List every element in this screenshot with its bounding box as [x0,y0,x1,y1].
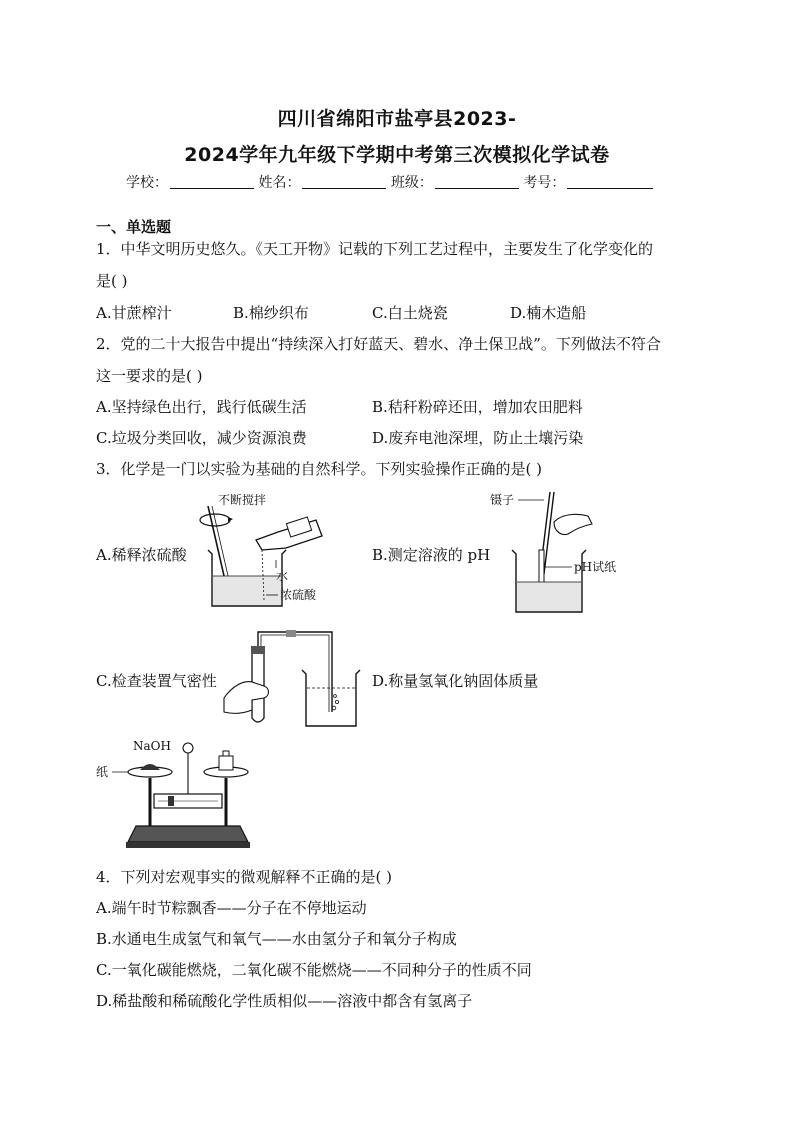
q3-option-c[interactable]: C.检查装置气密性 [96,672,217,690]
field-name-blank[interactable] [302,174,386,189]
figure-measure-ph [488,490,628,615]
q1-option-a[interactable]: A.甘蔗榨汁 [96,304,172,322]
section-title: 一、单选题 [96,218,172,236]
figure-airtightness [222,622,362,732]
q4-option-b[interactable]: B.水通电生成氢气和氧气——水由氢分子和氧分子构成 [96,930,457,948]
q1-stem-line1: 1．中华文明历史悠久。《天工开物》记载的下列工艺过程中，主要发生了化学变化的 [96,240,654,258]
beaker-icon-c [302,670,360,726]
field-school-label: 学校： [126,175,168,191]
field-school-blank[interactable] [170,174,254,189]
q2-stem-line1: 2．党的二十大报告中提出“持续深入打好蓝天、碧水、净土保卫战”。下列做法不符合 [96,335,661,353]
label-water: 水 [276,569,289,583]
field-name-label: 姓名： [258,175,301,191]
balance-base-icon [128,826,248,842]
q3-option-a[interactable]: A.稀释浓硫酸 [96,546,187,564]
q3-option-d[interactable]: D.称量氢氧化钠固体质量 [372,672,539,690]
q1-option-b[interactable]: B.棉纱织布 [233,304,309,322]
q4-stem-line1: 4．下列对宏观事实的微观解释不正确的是( ) [96,868,393,886]
field-class-blank[interactable] [435,174,519,189]
figure-dilute-acid [190,490,365,610]
label-naoh: NaOH [133,739,171,753]
q1-option-d[interactable]: D.楠木造船 [510,304,587,322]
field-number-blank[interactable] [567,174,653,189]
field-class-label: 班级： [390,175,433,191]
delivery-tube-icon [258,632,332,712]
q2-stem-line2: 这一要求的是( ) [96,367,203,385]
label-conc-acid: 浓硫酸 [280,588,317,602]
q2-option-c[interactable]: C.垃圾分类回收，减少资源浪费 [96,429,307,447]
q1-option-c[interactable]: C.白土烧瓷 [372,304,448,322]
q3-option-b[interactable]: B.测定溶液的 pH [372,546,491,564]
q3-stem-line1: 3．化学是一门以实验为基础的自然科学。下列实验操作正确的是( ) [96,460,543,478]
q2-option-b[interactable]: B.秸秆粉碎还田，增加农田肥料 [372,398,583,416]
q4-option-d[interactable]: D.稀盐酸和稀硫酸化学性质相似——溶液中都含有氢离子 [96,992,473,1010]
exam-title-line1: 四川省绵阳市盐亭县2023- [277,108,517,130]
field-number-label: 考号： [523,175,566,191]
hand-icon [554,514,592,534]
q4-option-a[interactable]: A.端午时节粽飘香——分子在不停地运动 [96,899,367,917]
label-paper: 纸 [96,765,109,779]
q4-option-c[interactable]: C.一氧化碳能燃烧，二氧化碳不能燃烧——不同种分子的性质不同 [96,961,532,979]
q2-option-d[interactable]: D.废弃电池深埋，防止土壤污染 [372,429,584,447]
label-stir: 不断搅拌 [218,493,267,507]
q1-stem-line2: 是( ) [96,272,128,290]
q2-option-a[interactable]: A.坚持绿色出行，践行低碳生活 [96,398,307,416]
student-info-row [126,172,653,192]
label-tweezers: 镊子 [490,493,515,507]
exam-title-line2: 2024学年九年级下学期中考第三次模拟化学试卷 [184,144,610,166]
figure-balance [96,738,266,853]
label-ph-paper: pH试纸 [574,560,617,574]
